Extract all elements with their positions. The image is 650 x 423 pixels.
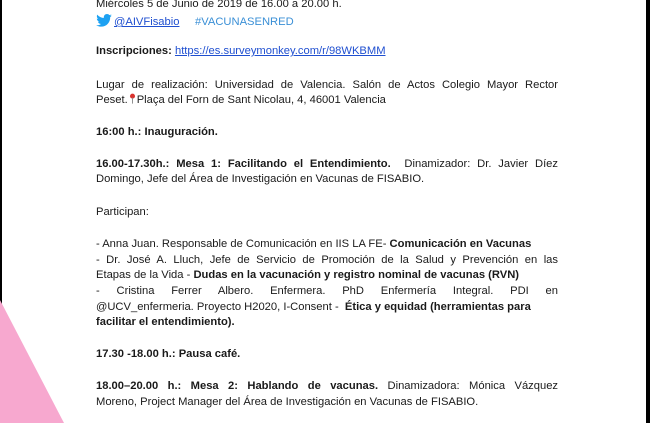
participant-2-line-2 bbox=[96, 268, 519, 282]
mesa2-line-1 bbox=[96, 379, 558, 393]
participant-3-line-2 bbox=[96, 300, 531, 314]
mesa1-line-2: Domingo, Jefe del Área de Investigación en Vacunas de FISABIO. bbox=[96, 173, 425, 185]
registration-line bbox=[96, 44, 386, 58]
twitter-bird-icon bbox=[96, 14, 112, 27]
venue-line-2 bbox=[96, 93, 386, 107]
social-line bbox=[96, 14, 294, 29]
participant-2-text: Etapas de la Vida - bbox=[96, 269, 191, 281]
right-frame-border bbox=[646, 0, 650, 423]
hashtag: #VACUNASENRED bbox=[195, 16, 294, 28]
mesa2-title: 18.00–20.00 h.: Mesa 2: Hablando de vacunas. bbox=[96, 380, 379, 392]
twitter-handle-link[interactable]: @AIVFisabio bbox=[114, 16, 180, 28]
venue-address: Plaça del Forn de Sant Nicolau, 4, 46001 Valencia bbox=[136, 94, 386, 106]
participant-3-line-3 bbox=[96, 315, 235, 329]
event-date: Miércoles 5 de Junio de 2019 de 16.00 a 20.00 h. bbox=[96, 0, 342, 10]
registration-label: Inscripciones: bbox=[96, 45, 172, 57]
participant-3-line-1: - Cristina Ferrer Albero. Enfermera. PhD Enfermería Integral. PDI en bbox=[96, 285, 558, 297]
participant-3-topic-cont: facilitar el entendimiento). bbox=[96, 316, 235, 328]
coffee-break-item bbox=[96, 347, 240, 361]
registration-url-link[interactable]: https://es.surveymonkey.com/r/98WKBMM bbox=[174, 45, 386, 57]
participant-2-line-1: - Dr. José A. Lluch, Jefe de Servicio de Promoción de la Salud y Prevención en las bbox=[96, 254, 558, 266]
participant-2-topic: Dudas en la vacunación y registro nominal de vacunas (RVN) bbox=[193, 269, 520, 281]
participant-1 bbox=[96, 237, 531, 251]
mesa1-moderator-a: Dinamizador: Dr. Javier Díez bbox=[404, 158, 559, 170]
participant-3-topic: Ética y equidad (herramientas para bbox=[344, 301, 531, 313]
venue-line-1: Lugar de realización: Universidad de Valencia. Salón de Actos Colegio Mayor Rector bbox=[96, 79, 558, 91]
coffee-break-text: 17.30 -18.00 h.: Pausa café. bbox=[96, 348, 241, 360]
mesa1-line-1 bbox=[96, 157, 558, 171]
participants-label: Participan: bbox=[96, 206, 149, 218]
map-pin-icon bbox=[129, 93, 136, 104]
mesa1-title: 16.00-17.30h.: Mesa 1: Facilitando el Entendimiento. bbox=[96, 158, 391, 170]
opening-text: 16:00 h.: Inauguración. bbox=[96, 126, 218, 138]
mesa2-line-2: Moreno, Project Manager del Área de Investigación en Vacunas de FISABIO. bbox=[96, 396, 479, 408]
left-frame-border bbox=[0, 0, 2, 423]
venue-city-prefix: Peset. bbox=[96, 94, 128, 106]
opening-item bbox=[96, 125, 218, 139]
mesa2-moderator-a: Dinamizadora: Mónica Vázquez bbox=[387, 380, 559, 392]
participant-1-text: - Anna Juan. Responsable de Comunicación en IIS LA FE- bbox=[96, 238, 387, 250]
participant-1-topic: Comunicación en Vacunas bbox=[389, 238, 532, 250]
participant-3-text: @UCV_enfermeria. Proyecto H2020, I-Consent - bbox=[96, 301, 339, 313]
